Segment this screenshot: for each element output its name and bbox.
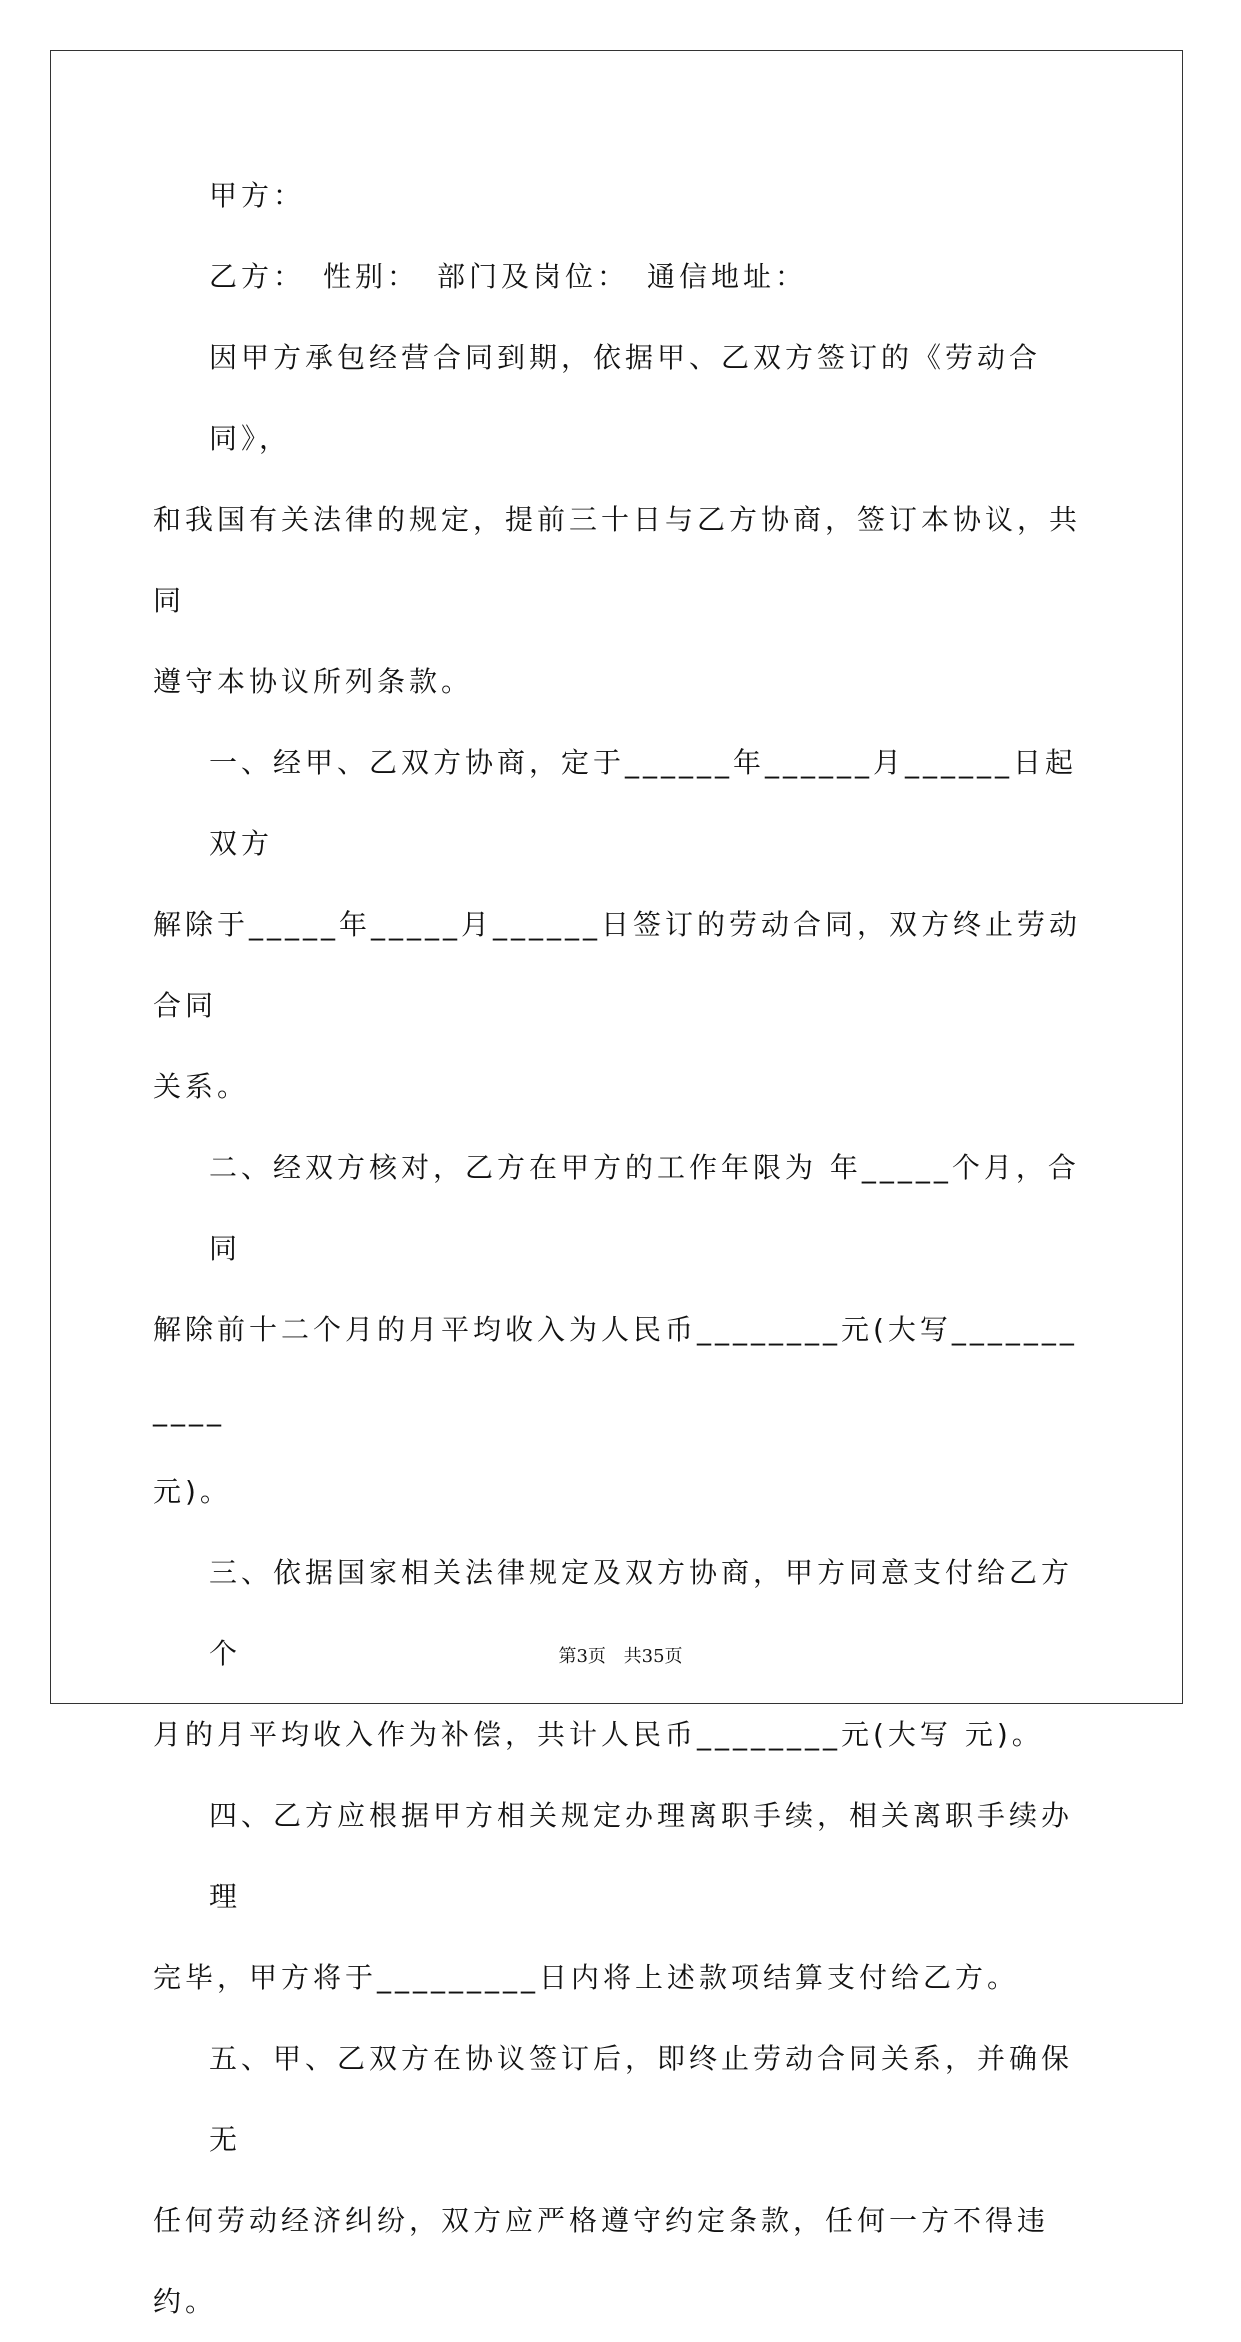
clause-4 [153,1775,1093,2018]
page-number: 第3页 [558,1646,606,1667]
document-body [153,155,1093,2342]
party-b-line [153,236,1093,317]
text-line: 解除前十二个月的月平均收入为人民币________元(大写___________ [153,1313,1078,1427]
text-line: 解除于_____年_____月______日签订的劳动合同，双方终止劳动合同 [153,908,1082,1022]
text-line: 四、乙方应根据甲方相关规定办理离职手续，相关离职手续办理 [209,1799,1074,1913]
clause-5 [153,2018,1093,2342]
text-line: 乙方： 性别： 部门及岗位： 通信地址： [209,260,808,293]
text-line: 遵守本协议所列条款。 [153,665,474,698]
text-line: 关系。 [153,1070,250,1103]
text-line: 因甲方承包经营合同到期，依据甲、乙双方签订的《劳动合同》， [209,341,1042,455]
text-line: 完毕，甲方将于_________日内将上述款项结算支付给乙方。 [153,1961,1020,1994]
clause-1 [153,722,1093,1127]
text-line: 二、经双方核对，乙方在甲方的工作年限为 年_____个月，合同 [209,1151,1080,1265]
page-total: 共35页 [623,1646,683,1667]
text-line: 一、经甲、乙双方协商，定于______年______月______日起双方 [209,746,1078,860]
party-a-line [153,155,1093,236]
text-line: 月的月平均收入作为补偿，共计人民币________元(大写 元)。 [153,1718,1044,1751]
text-line: 甲方： [209,179,306,212]
text-line: 五、甲、乙双方在协议签订后，即终止劳动合同关系，并确保无 [209,2042,1074,2156]
clause-2 [153,1127,1093,1532]
text-line: 三、依据国家相关法律规定及双方协商，甲方同意支付给乙方 个 [209,1556,1074,1670]
page-footer [0,1642,1241,1668]
text-line: 元)。 [153,1475,232,1508]
preamble-paragraph [153,317,1093,722]
text-line: 任何劳动经济纠纷，双方应严格遵守约定条款，任何一方不得违约。 [153,2204,1050,2318]
text-line: 和我国有关法律的规定，提前三十日与乙方协商，签订本协议，共同 [153,503,1082,617]
